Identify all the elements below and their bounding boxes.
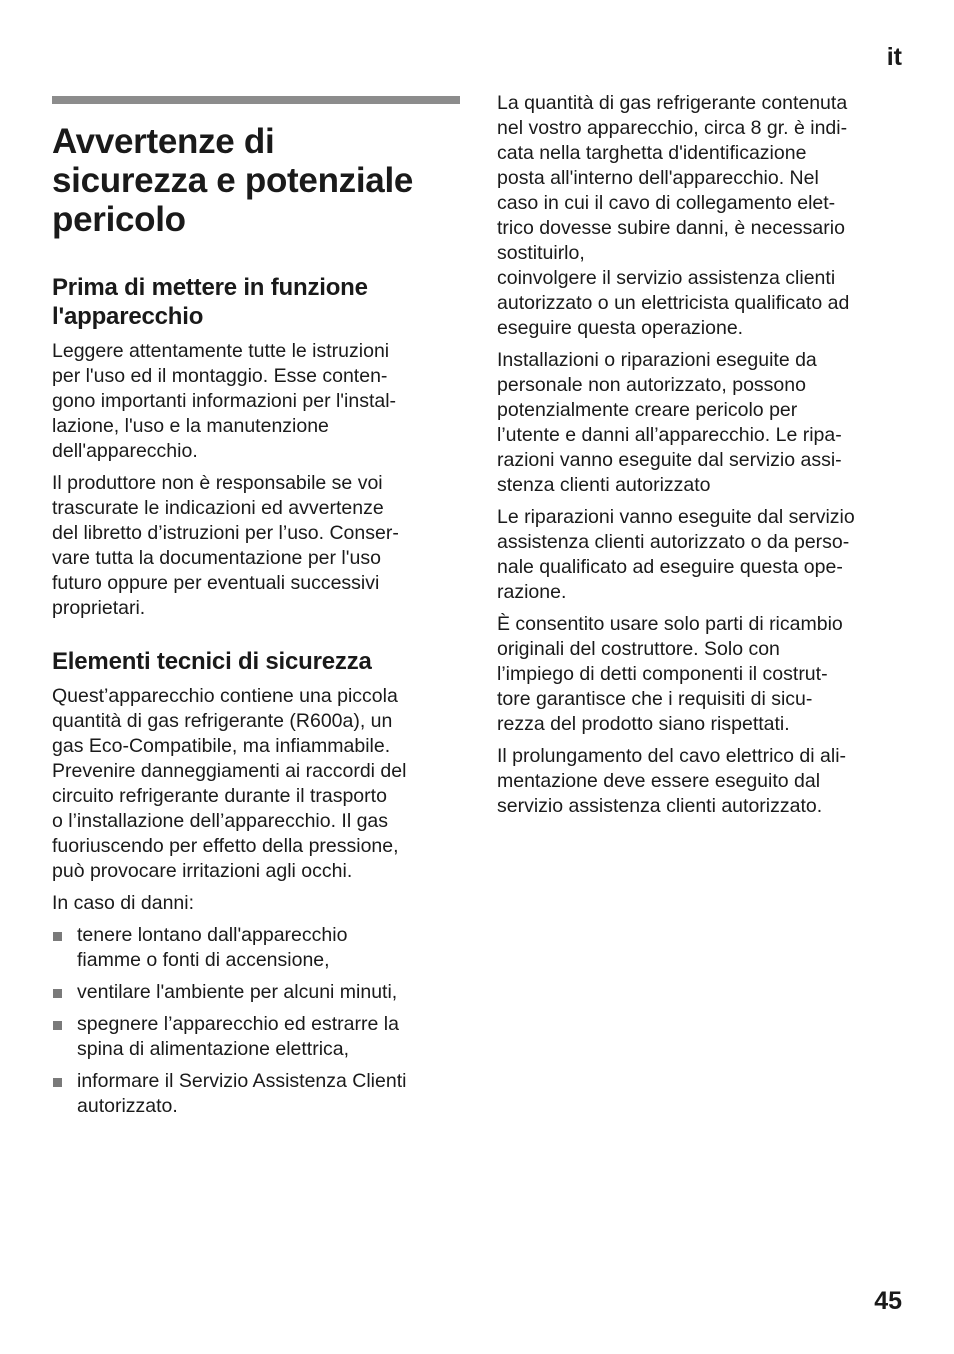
paragraph-unauthorized-repairs: Installazioni o riparazioni eseguite da personale non autorizzato, possono potenzialmente creare pericolo per l’utente e danni all’apparecchio. Le ripa- razioni vanno eseguite dal servizio assi- stenza clienti autorizzato — [497, 349, 842, 496]
paragraph-original-parts: È consentito usare solo parti di ricambio originali del costruttore. Solo con l’impiego di detti componenti il costrut- tore garantisce che i requisiti di sicu- rezza del prodotto siano rispettati. — [497, 613, 843, 735]
heading-prima-di-mettere: Prima di mettere in funzione l'apparecchio — [52, 274, 368, 330]
list-item: tenere lontano dall'apparecchio fiamme o fonti di accensione, — [52, 923, 460, 973]
heading-elementi-tecnici: Elementi tecnici di sicurezza — [52, 648, 372, 675]
list-item: informare il Servizio Assistenza Clienti autorizzato. — [52, 1069, 460, 1119]
paragraph-repairs: Le riparazioni vanno eseguite dal servizio assistenza clienti autorizzato o da perso- nale qualificato ad eseguire questa ope- razione. — [497, 506, 855, 603]
list-item: ventilare l'ambiente per alcuni minuti, — [52, 980, 460, 1005]
paragraph-gas-quantity: La quantità di gas refrigerante contenuta nel vostro apparecchio, circa 8 gr. è indi- cata nella targhetta d'identificazione posta all'interno dell'apparecchio. Nel caso in cui il cavo di collegamento elet- trico dovesse subire danni, è necessario sostituirlo, coinvolgere il servizio assistenza clienti autorizzato o un elettricista qualificato ad eseguire questa operazione. — [497, 92, 850, 339]
right-column — [497, 91, 907, 819]
paragraph-cable-extension: Il prolungamento del cavo elettrico di ali- mentazione deve essere eseguito dal servizio assistenza clienti autorizzato. — [497, 745, 847, 817]
paragraph-refrigerant: Quest’apparecchio contiene una piccola quantità di gas refrigerante (R600a), un gas Eco-Compatibile, ma infiammabile. Prevenire danneggiamenti ai raccordi del circuito refrigerante durante il trasporto o l’installazione dell’apparecchio. Il gas fuoriuscendo per effetto della pressione, può provocare irritazioni agli occhi. — [52, 685, 407, 882]
paragraph-instructions: Leggere attentamente tutte le istruzioni per l'uso ed il montaggio. Esse conten- gono importanti informazioni per l'instal- lazione, l'uso e la manutenzione dell'apparecchio. — [52, 340, 397, 462]
page-title: Avvertenze di sicurezza e potenziale pericolo — [52, 122, 414, 239]
damage-steps-list — [52, 923, 460, 1119]
list-item: spegnere l’apparecchio ed estrarre la spina di alimentazione elettrica, — [52, 1012, 460, 1062]
paragraph-in-case-of-damage: In caso di danni: — [52, 892, 195, 914]
square-bullet-icon — [53, 1078, 62, 1087]
section-rule — [52, 96, 460, 104]
left-column — [52, 96, 460, 1126]
language-code: it — [886, 43, 902, 71]
paragraph-responsibility: Il produttore non è responsabile se voi trascurate le indicazioni ed avvertenze del libretto d’istruzioni per l’uso. Conser- vare tutta la documentazione per l'uso futuro oppure per eventuali successivi proprietari. — [52, 472, 399, 619]
square-bullet-icon — [53, 932, 62, 941]
square-bullet-icon — [53, 989, 62, 998]
square-bullet-icon — [53, 1021, 62, 1030]
page-number: 45 — [874, 1287, 902, 1315]
